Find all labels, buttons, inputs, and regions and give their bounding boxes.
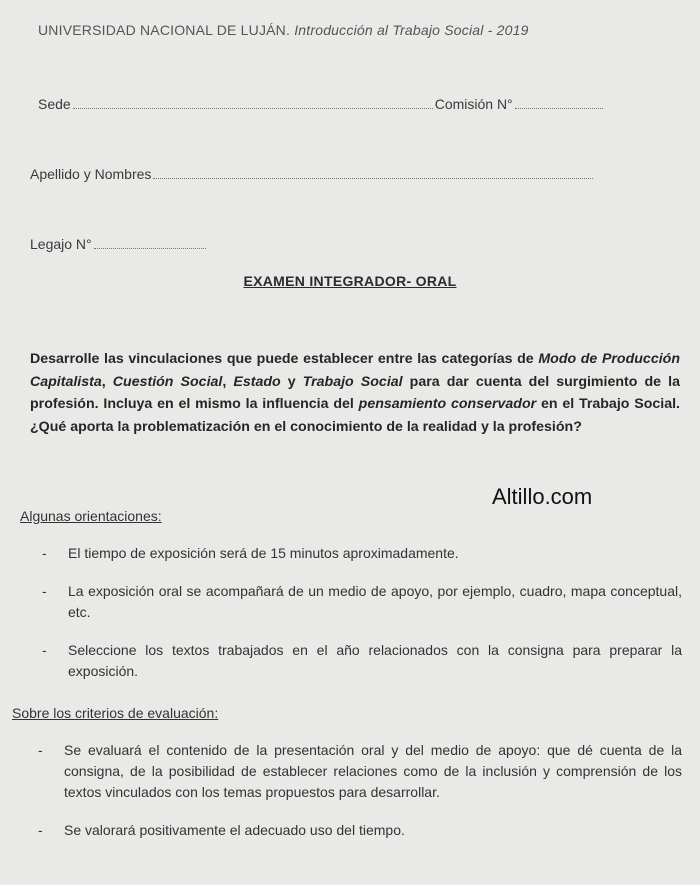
comision-label: Comisión N° <box>434 96 513 112</box>
apellido-label: Apellido y Nombres <box>30 166 152 182</box>
apellido-blank <box>153 166 593 179</box>
bullet-dash: - <box>38 822 43 838</box>
bullet-dash: - <box>42 583 47 599</box>
document-header <box>38 22 678 38</box>
sede-label: Sede <box>38 96 71 112</box>
criterios-list <box>32 740 682 858</box>
criterios-heading: Sobre los criterios de evaluación: <box>12 705 219 721</box>
comision-blank <box>515 96 603 109</box>
institution-name: UNIVERSIDAD NACIONAL DE LUJÁN. <box>38 22 291 38</box>
list-item: - Se valorará positivamente el adecuado uso del tiempo. <box>32 820 682 841</box>
list-item: - El tiempo de exposición será de 15 minutos aproximadamente. <box>36 543 682 564</box>
apellido-field <box>30 166 595 182</box>
bullet-dash: - <box>42 545 47 561</box>
bullet-dash: - <box>42 642 47 658</box>
legajo-label: Legajo N° <box>30 236 92 252</box>
watermark: Altillo.com <box>492 484 593 509</box>
orientaciones-heading: Algunas orientaciones: <box>20 508 162 524</box>
sede-blank <box>73 96 433 109</box>
course-name: Introducción al Trabajo Social - 2019 <box>294 22 529 38</box>
orientaciones-list <box>36 543 682 699</box>
list-item: - Seleccione los textos trabajados en el año relacionados con la consigna para preparar la exposición. <box>42 642 682 679</box>
legajo-field <box>30 236 208 252</box>
legajo-blank <box>94 236 206 249</box>
exam-question: Desarrolle las vinculaciones que puede establecer entre las categorías de Modo de Producción Capitalista, Cuestión Social, Estado y Trabajo Social para dar cuenta del surgimiento de la profesión. Incluya en el mismo la influencia del pensamiento conservador en el Trabajo Social. ¿Qué aporta la problematización en el conocimiento de la realidad y la profesión? <box>30 351 680 435</box>
exam-title: EXAMEN INTEGRADOR- ORAL <box>243 273 457 289</box>
sede-field <box>38 96 605 112</box>
bullet-dash: - <box>38 742 43 758</box>
list-item: - La exposición oral se acompañará de un medio de apoyo, por ejemplo, cuadro, mapa conceptual, etc. <box>42 583 682 620</box>
list-item: - Se evaluará el contenido de la presentación oral y del medio de apoyo: que dé cuenta de la consigna, de la posibilidad de establecer relaciones como de la inclusión y comprensión de los textos vinculados con los temas propuestos para desarrollar. <box>38 742 682 800</box>
